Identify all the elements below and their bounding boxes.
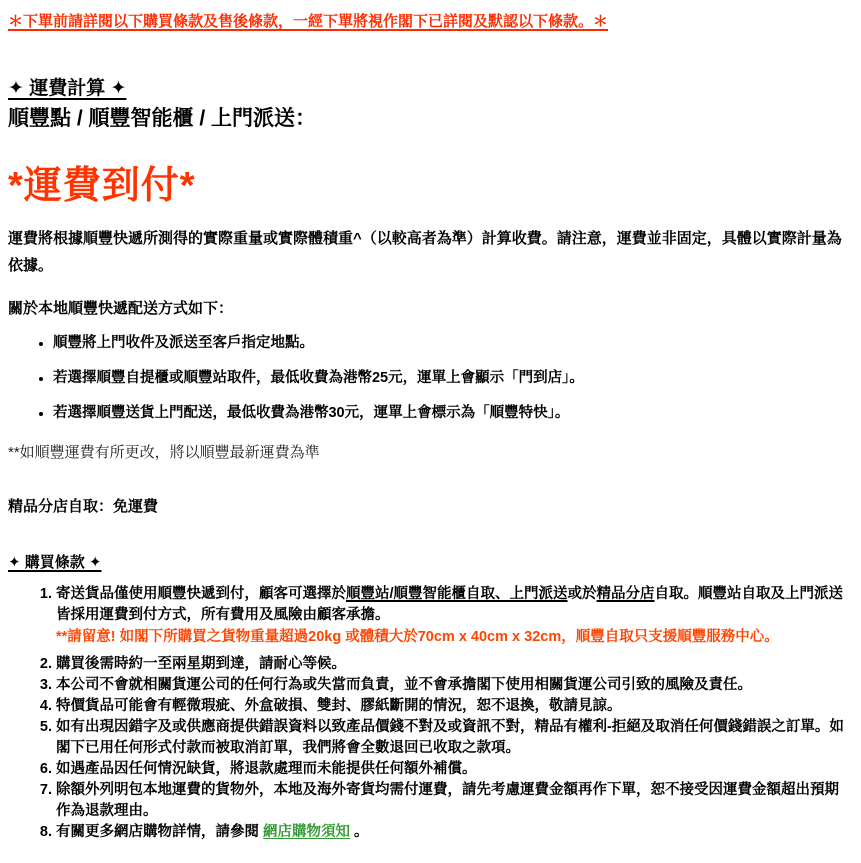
term-1-lead: 寄送貨品僅使用順豐快遞到付，顧客可選擇於 [56, 586, 346, 602]
delivery-options-list [8, 334, 853, 422]
local-delivery-heading: 關於本地順豐快遞配送方式如下： [8, 300, 234, 317]
term-item-5: 5. 如有出現因錯字及或供應商提供錯誤資料以致產品價錢不對及或資訊不對，精品有權利-拒絕及取消任何價錢錯誤之訂單。如閣下已用任何形式付款而被取消訂單，我們將會全數退回已收取之款項。 [56, 717, 853, 759]
delivery-methods-line: 順豐點 / 順豐智能櫃 / 上門派送： [8, 107, 317, 130]
term-item-6: 6. 如遇產品因任何情況缺貨，將退款處理而未能提供任何額外補償。 [56, 759, 853, 780]
term-1-emphasis-pickup: 順豐站/順豐智能櫃自取、上門派送 [346, 586, 568, 602]
term-8-tail: 。 [350, 824, 369, 840]
term-item-2: 2. 購買後需時約一至兩星期到達，請耐心等候。 [56, 654, 853, 675]
terms-page [8, 12, 853, 843]
list-item: • 順豐將上門收件及派送至客戶指定地點。 [53, 334, 853, 352]
list-item: • 若選擇順豐自提櫃或順豐站取件，最低收費為港幣25元，運單上會顯示「門到店」。 [53, 369, 853, 387]
fee-change-note: **如順豐運費有所更改，將以順豐最新運費為準 [8, 444, 320, 461]
term-8-lead: 有關更多網店購物詳情，請參閱 [56, 824, 264, 840]
term-item-3: 3. 本公司不會就相關貨運公司的任何行為或失當而負責，並不會承擔閣下使用相關貨運公司引致的風險及責任。 [56, 675, 853, 696]
term-item-8 [56, 822, 853, 843]
term-item-4: 4. 特價貨品可能會有輕微瑕疵、外盒破損、雙封、膠紙斷開的情況，恕不退換，敬請見諒。 [56, 696, 853, 717]
pre-order-notice: ＊下單前請詳閱以下購買條款及售後條款，一經下單將視作閣下已詳閱及默認以下條款。＊ [8, 13, 609, 30]
term-1-emphasis-store: 精品分店 [596, 586, 655, 602]
freight-description: 運費將根據順豐快遞所測得的實際重量或實際體積重^（以較高者為準）計算收費。請注意，運費並非固定，具體以實際計量為依據。 [8, 230, 842, 274]
term-item-7: 7. 除額外列明包本地運費的貨物外，本地及海外寄貨均需付運費，請先考慮運費金額再作下單，恕不接受因運費金額超出預期作為退款理由。 [56, 780, 853, 822]
purchase-terms-title: ✦ 購買條款 ✦ [8, 554, 102, 571]
term-1-weight-warning: **請留意! 如閣下所購買之貨物重量超過20kg 或體積大於70cm x 40cm x 32cm，順豐自取只支援順豐服務中心。 [56, 629, 779, 645]
store-pickup-line: 精品分店自取：免運費 [8, 498, 159, 515]
purchase-terms-list [8, 584, 853, 843]
list-item: • 若選擇順豐送貨上門配送，最低收費為港幣30元，運單上會標示為「順豐特快」。 [53, 404, 853, 422]
freight-collect-heading: *運費到付* [8, 165, 196, 207]
shipping-calc-title: ✦ 運費計算 ✦ [8, 78, 127, 99]
term-1-mid: 或於 [567, 586, 597, 602]
term-item-1 [56, 584, 853, 648]
shop-notice-link[interactable]: 網店購物須知 [263, 824, 351, 840]
term-1-tail: 自取。順豐站自取及上門派送皆採用運費到付方式，所有費用及風險由顧客承擔。 [56, 586, 844, 623]
